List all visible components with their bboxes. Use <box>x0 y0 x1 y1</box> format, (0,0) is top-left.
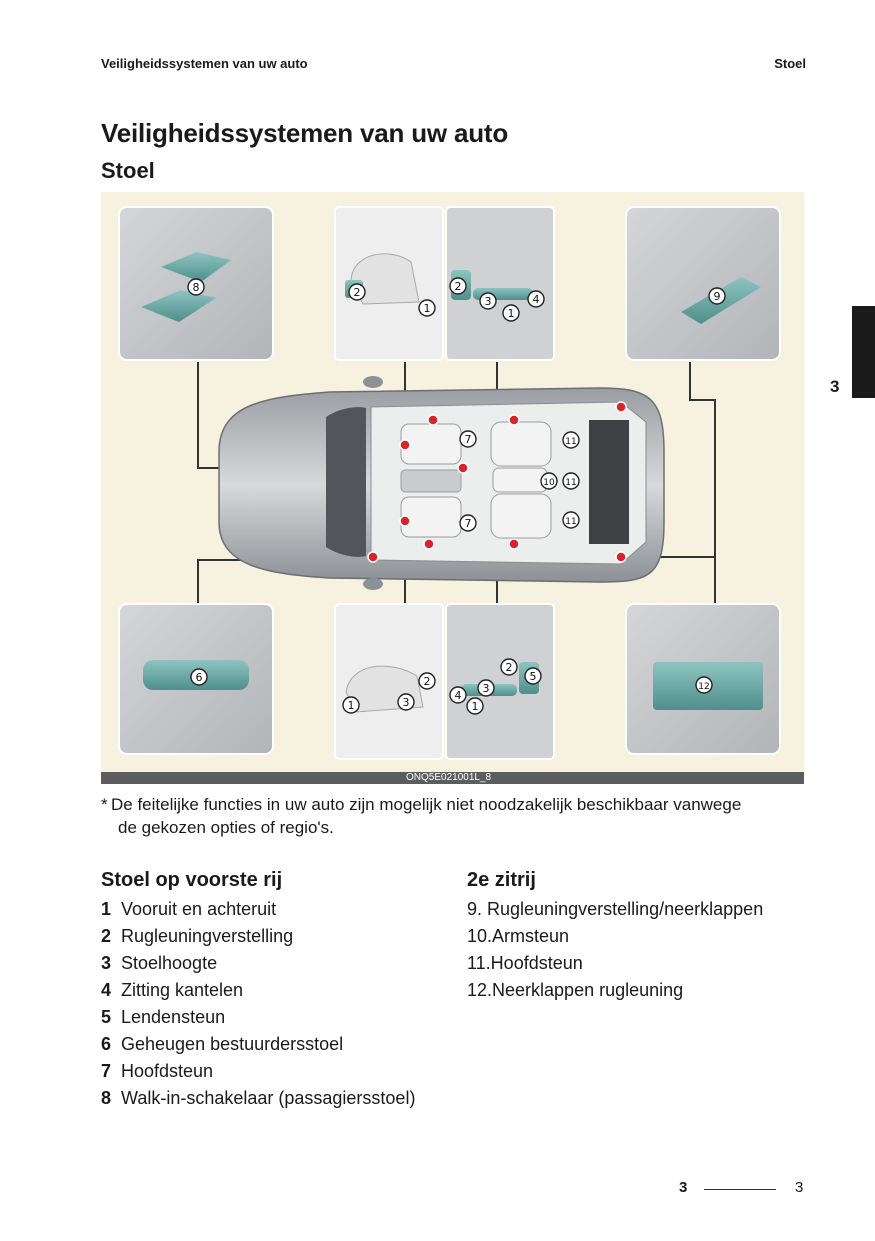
svg-text:4: 4 <box>454 689 462 702</box>
svg-text:3: 3 <box>482 682 490 695</box>
svg-text:1: 1 <box>347 699 355 712</box>
svg-text:3: 3 <box>402 696 410 709</box>
svg-text:2: 2 <box>454 280 462 293</box>
svg-text:3: 3 <box>484 295 492 308</box>
note-line-2: de gekozen opties of regio's. <box>118 818 334 837</box>
seat-diagram-illustration <box>101 192 804 772</box>
inset-panel-rear-recline <box>626 207 780 360</box>
list-item: 4 Zitting kantelen <box>101 980 244 1000</box>
footer-page-number: 3 <box>795 1179 804 1196</box>
list-item: 3 Stoelhoogte <box>101 953 218 973</box>
front-row-list <box>101 896 415 1112</box>
footer-divider <box>704 1189 776 1190</box>
svg-text:8: 8 <box>192 281 200 294</box>
running-header-title: Veiligheidssystemen van uw auto <box>101 56 308 71</box>
section-title: Stoel <box>101 158 155 183</box>
svg-text:10: 10 <box>543 478 555 488</box>
availability-note <box>101 793 811 839</box>
inset-panel-front-seat-side <box>335 207 554 360</box>
list-item: 6 Geheugen bestuurdersstoel <box>101 1034 344 1054</box>
chapter-tab-number: 3 <box>830 377 840 396</box>
list-item: 11.Hoofdsteun <box>467 953 583 973</box>
svg-text:9: 9 <box>713 290 721 303</box>
chapter-tab <box>852 306 875 398</box>
note-asterisk: * <box>101 795 108 814</box>
seat-diagram <box>101 192 804 772</box>
list-item: 10.Armsteun <box>467 926 570 946</box>
svg-text:1: 1 <box>471 700 479 713</box>
second-row-heading: 2e zitrij <box>467 869 536 891</box>
svg-text:11: 11 <box>565 517 577 527</box>
figure-caption-bar <box>101 772 804 784</box>
svg-text:2: 2 <box>353 286 361 299</box>
list-item: 1 Vooruit en achteruit <box>101 899 277 919</box>
page-title: Veiligheidssystemen van uw auto <box>101 118 509 148</box>
svg-text:1: 1 <box>423 302 431 315</box>
svg-text:12: 12 <box>698 682 710 692</box>
svg-text:2: 2 <box>505 661 513 674</box>
list-item: 5 Lendensteun <box>101 1007 226 1027</box>
svg-text:11: 11 <box>565 478 577 488</box>
svg-text:1: 1 <box>507 307 515 320</box>
car-top-view <box>219 376 664 590</box>
svg-text:7: 7 <box>464 433 472 446</box>
note-line-1: De feitelijke functies in uw auto zijn mogelijk niet noodzakelijk beschikbaar vanwege <box>111 795 742 814</box>
footer-chapter-number: 3 <box>679 1179 688 1196</box>
svg-text:4: 4 <box>532 293 540 306</box>
svg-text:5: 5 <box>529 670 537 683</box>
svg-text:11: 11 <box>565 437 577 447</box>
svg-text:6: 6 <box>195 671 203 684</box>
running-header-section: Stoel <box>774 56 806 71</box>
front-row-heading: Stoel op voorste rij <box>101 869 283 891</box>
list-item: 7 Hoofdsteun <box>101 1061 214 1081</box>
list-item: 9. Rugleuningverstelling/neerklappen <box>467 899 764 919</box>
second-row-list <box>467 896 763 1004</box>
svg-text:2: 2 <box>423 675 431 688</box>
inset-panel-driver-seat <box>335 604 554 759</box>
list-item: 8 Walk-in-schakelaar (passagiersstoel) <box>101 1088 416 1108</box>
figure-code: ONQ5E021001L_8 <box>406 772 492 783</box>
svg-text:7: 7 <box>464 517 472 530</box>
list-item: 12.Neerklappen rugleuning <box>467 980 684 1000</box>
list-item: 2 Rugleuningverstelling <box>101 926 294 946</box>
